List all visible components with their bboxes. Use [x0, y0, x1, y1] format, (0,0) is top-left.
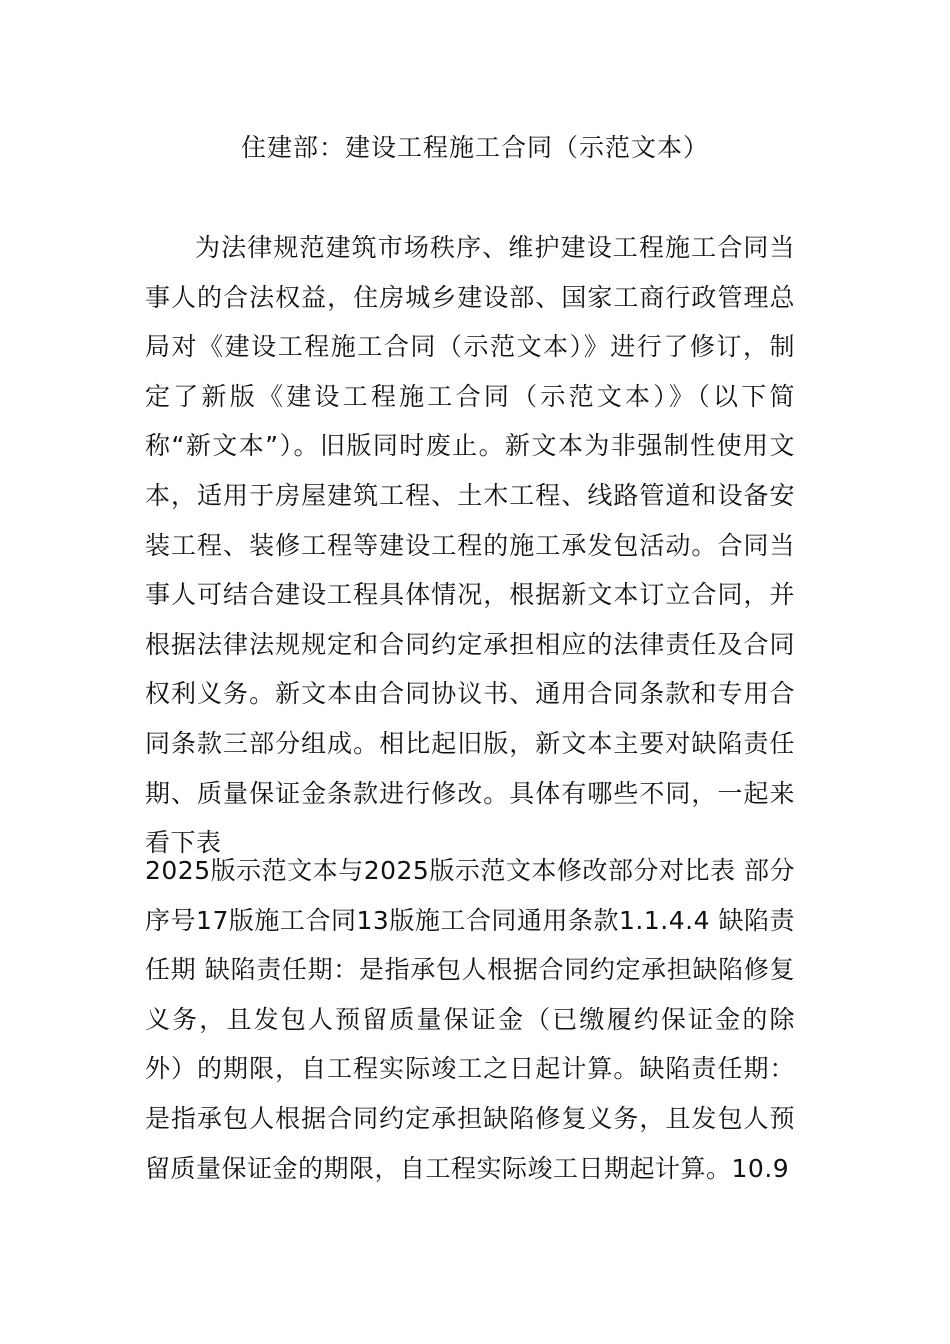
comparison-table-text: 2025版示范文本与2025版示范文本修改部分对比表 部分序号17版施工合同13版施工合同通用条款1.1.4.4 缺陷责任期 缺陷责任期：是指承包人根据合同约定承担缺陷修复义务，且发包人预留质量保证金（已缴履约保证金的除外）的期限，自工程实际竣工之日起计算。缺陷责任期：是指承包人根据合同约定承担缺陷修复义务，且发包人预留质量保证金的期限，自工程实际竣工日期起计算。10.9 [145, 856, 795, 1183]
document-title: 住建部：建设工程施工合同（示范文本） [240, 133, 709, 162]
intro-paragraph: 为法律规范建筑市场秩序、维护建设工程施工合同当事人的合法权益，住房城乡建设部、国家工商行政管理总局对《建设工程施工合同（示范文本）》进行了修订，制定了新版《建设工程施工合同（示范文本）》（以下简称“新文本”）。旧版同时废止。新文本为非强制性使用文本，适用于房屋建筑工程、土木工程、线路管道和设备安装工程、装修工程等建设工程的施工承发包活动。合同当事人可结合建设工程具体情况，根据新文本订立合同，并根据法律法规规定和合同约定承担相应的法律责任及合同权利义务。新文本由合同协议书、通用合同条款和专用合同条款三部分组成。相比起旧版，新文本主要对缺陷责任期、质量保证金条款进行修改。具体有哪些不同，一起来看下表 [145, 233, 795, 858]
